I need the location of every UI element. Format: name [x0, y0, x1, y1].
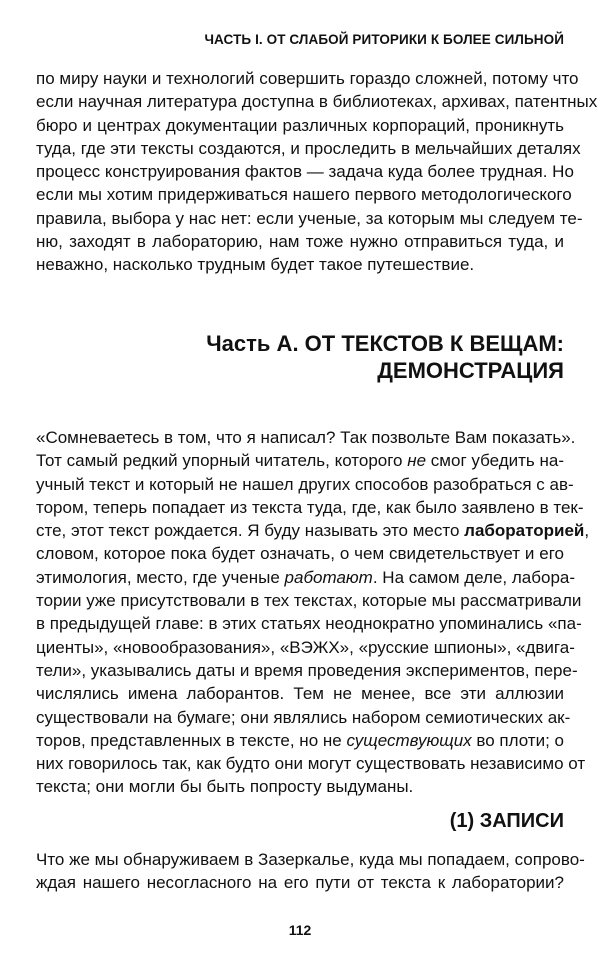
- book-page: [36, 0, 598, 969]
- text-line: тели», указывались даты и время проведения экспериментов, пере-: [36, 660, 578, 680]
- text-line: сте, этот текст рождается. Я буду называть это место лабораторией,: [36, 521, 590, 541]
- page-number: 112: [288, 922, 312, 938]
- part-heading-line-2: ДЕМОНСТРАЦИЯ: [377, 358, 564, 383]
- paragraph-intro: [36, 67, 598, 277]
- part-heading-line-1: Часть А. ОТ ТЕКСТОВ К ВЕЩАМ:: [206, 331, 564, 356]
- text-line: числялись имена лаборантов. Тем не менее, все эти аллюзии: [36, 684, 564, 704]
- text-line: торов, представленных в тексте, но не существующих во плоти; о: [36, 730, 564, 750]
- paragraph-records: [36, 848, 585, 895]
- term-laboratory: лабораторией: [464, 521, 585, 541]
- text-line: циенты», «новообразования», «ВЭЖХ», «русские шпионы», «двига-: [36, 637, 575, 657]
- text-line: если мы хотим придерживаться нашего первого методологического: [36, 185, 572, 205]
- text-line: Что же мы обнаруживаем в Зазеркалье, куда мы попадаем, сопрово-: [36, 850, 585, 869]
- text-line: Тот самый редкий упорный читатель, которого не смог убедить на-: [36, 451, 564, 471]
- emphasis-not: не: [407, 451, 427, 471]
- text-line: них говорилось так, как будто они могут существовать независимо от: [36, 754, 586, 774]
- text-line: словом, которое пока будет означать, о чем свидетельствует и его: [36, 544, 564, 564]
- text-line: если научная литература доступна в библиотеках, архивах, патентных: [36, 92, 598, 112]
- text-line: «Сомневаетесь в том, что я написал? Так позвольте Вам показать».: [36, 428, 576, 447]
- text-line: неважно, насколько трудным будет такое путешествие.: [36, 255, 475, 275]
- running-head: ЧАСТЬ I. ОТ СЛАБОЙ РИТОРИКИ К БОЛЕЕ СИЛЬНОЙ: [204, 32, 564, 47]
- text-line: в предыдущей главе: в этих статьях неоднократно упоминались «па-: [36, 614, 582, 634]
- text-line: тором, теперь попадает из текста туда, где, как было заявлено в тек-: [36, 497, 584, 517]
- part-heading: [206, 330, 564, 384]
- text-line: текста; они могли бы быть попросту выдуманы.: [36, 777, 414, 797]
- text-line: учный текст и который не нашел других способов разобраться с ав-: [36, 474, 574, 494]
- paragraph-demonstration: [36, 426, 590, 799]
- text-line: ждая нашего несогласного на его пути от текста к лаборатории?: [36, 873, 564, 893]
- text-line: бюро и центрах документации различных корпораций, проникнуть: [36, 115, 564, 135]
- text-line: по миру науки и технологий совершить гораздо сложней, потому что: [36, 69, 579, 88]
- text-line: тории уже присутствовали в тех текстах, которые мы рассматривали: [36, 591, 582, 611]
- text-line: существовали на бумаге; они являлись набором семиотических ак-: [36, 707, 571, 727]
- text-line: ню, заходят в лабораторию, нам тоже нужно отправиться туда, и: [36, 232, 564, 252]
- text-line: правила, выбора у нас нет: если ученые, за которым мы следуем те-: [36, 208, 583, 228]
- section-heading: (1) ЗАПИСИ: [449, 810, 564, 832]
- text-line: этимология, место, где ученые работают. На самом деле, лабора-: [36, 567, 576, 587]
- emphasis-work: работают: [284, 567, 373, 587]
- emphasis-existing: существующих: [346, 730, 472, 750]
- text-line: процесс конструирования фактов — задача куда более трудная. Но: [36, 162, 574, 182]
- text-line: туда, где эти тексты создаются, и проследить в мельчайших деталях: [36, 138, 581, 158]
